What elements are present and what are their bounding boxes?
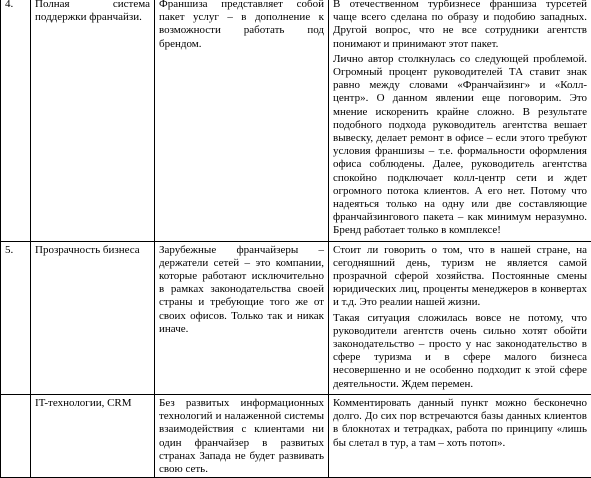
criterion-name (31, 0, 155, 241)
row-number (1, 394, 31, 477)
western-practice-cell (155, 0, 329, 241)
western-practice-cell (155, 241, 329, 394)
criterion-text: Прозрачность бизнеса (35, 244, 150, 257)
western-practice-text: Зарубежные франчайзеры – держатели сетей – это компании, которые работают исключительно в рамках законодательства своей страны и требующие того же от своих офисов. Только так и никак иначе. (159, 244, 324, 336)
western-practice-text: Франшиза представляет собой пакет услуг – в дополнение к возможности работать под брендом. (159, 0, 324, 51)
comment-paragraph: В отечественном турбизнесе франшиза турсетей чаще всего сделана по образу и подобию западных. Другой вопрос, что не все сотрудники агентств понимают и принимают этот пакет. (333, 0, 587, 51)
comment-cell (329, 241, 591, 394)
table-row (1, 241, 591, 394)
criterion-text: IT-технологии, CRM (35, 397, 150, 410)
western-practice-text: Без развитых информационных технологий и налаженной системы взаимодействия с клиентами ни один франчайзер в развитых странах Запада не будет развивать свою сеть. (159, 397, 324, 476)
row-number: 5. (1, 241, 31, 394)
comment-paragraph: Стоит ли говорить о том, что в нашей стране, на сегодняшний день, туризм не является самой прозрачной сферой хозяйства. Постоянные смены юридических лиц, проценты менеджеров в конвертах и т.д. Это реалии нашей жизни. (333, 244, 587, 310)
comment-paragraph: Лично автор столкнулась со следующей проблемой. Огромный процент руководителей ТА ставит знак равно между словами «Франчайзинг» и «Колл-центр». О данном явлении еще поговорим. Это мнение искоренить крайне сложно. В результате подобного подхода руководитель агентства вешает вывеску, делает ремонт в офисе – если этого требуют условия франшизы – т.е. формальности оформления офиса соблюдены. Далее, руководитель агентства спокойно подключает колл-центр сети и ждет огромного потока клиентов. А его нет. Потому что надеяться только на одну или две составляющие франчайзингового пакета – как минимум неразумно. Бренд работает только в комплексе! (333, 53, 587, 238)
criterion-name (31, 394, 155, 477)
table-row (1, 0, 591, 241)
criterion-text: Полная система поддержки франчайзи. (35, 0, 150, 24)
table-row (1, 394, 591, 477)
comment-cell (329, 0, 591, 241)
criterion-name (31, 241, 155, 394)
comment-paragraph: Комментировать данный пункт можно бесконечно долго. До сих пор встречаются базы данных клиентов в блокнотах и тетрадках, работа по принципу «лишь бы слетал в тур, а там – хоть потоп». (333, 397, 587, 450)
row-number: 4. (1, 0, 31, 241)
comment-cell (329, 394, 591, 477)
western-practice-cell (155, 394, 329, 477)
comment-paragraph: Такая ситуация сложилась вовсе не потому, что руководители агентств очень сильно хотят обойти законодательство – просто у нас законодательство в сфере туризма и в сфере малого бизнеса несовершенно и не особенно подходит к этой сфере деятельности. Ждем перемен. (333, 312, 587, 391)
